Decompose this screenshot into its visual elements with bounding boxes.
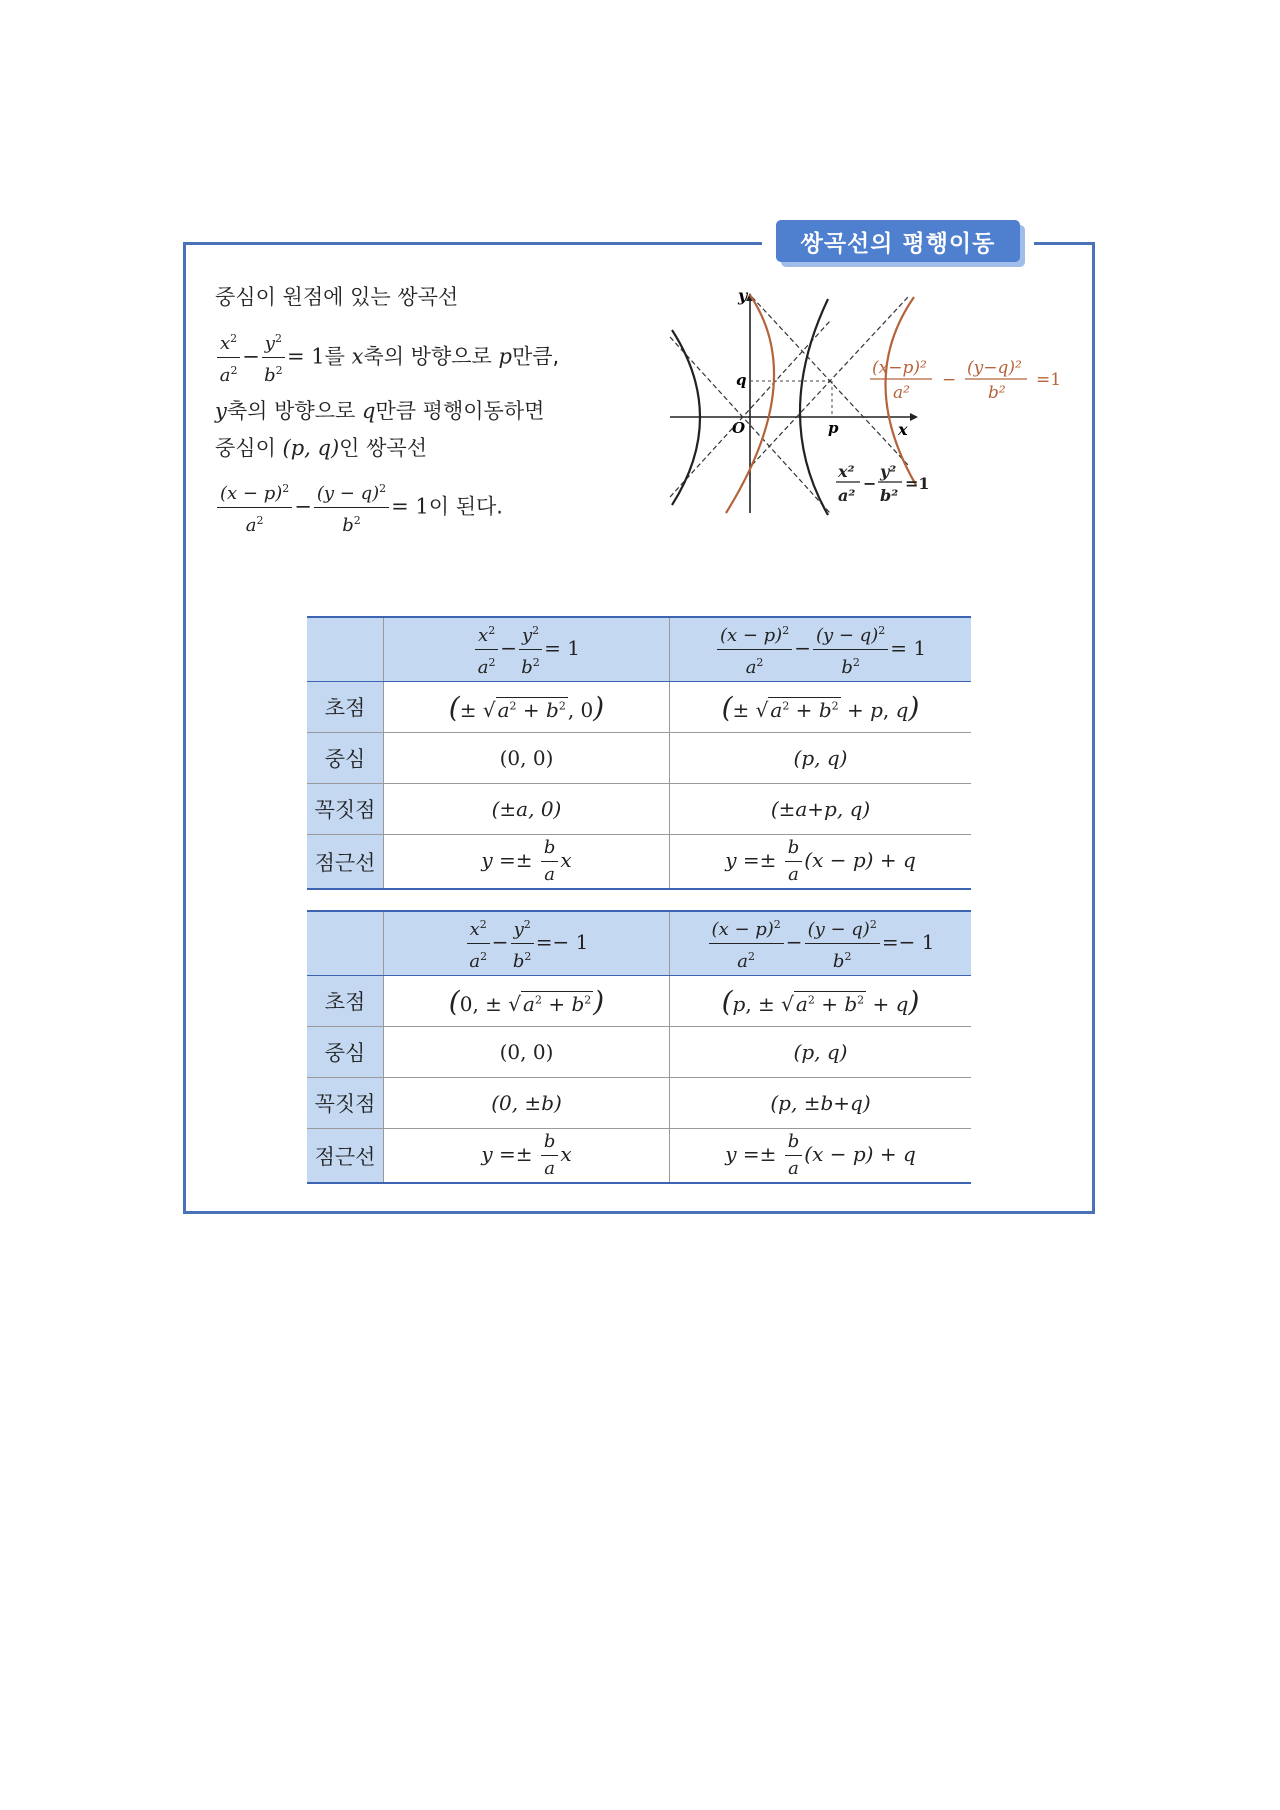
- svg-text:(y−q)²: (y−q)²: [967, 358, 1022, 378]
- header-shifted-equation: $\frac{(x - p)^2}{a^2}$ − $\frac{(y - q)^2}{b^2}$ = 1: [670, 617, 972, 682]
- vertex-shifted: (p, ±b+q): [670, 1078, 972, 1129]
- row-label: 꼭짓점: [307, 1078, 384, 1129]
- properties-table-vertical: [307, 910, 971, 1184]
- svg-text:=1: =1: [1036, 370, 1062, 390]
- table-header-row: [307, 911, 971, 976]
- svg-text:a²: a²: [893, 383, 910, 403]
- table-row-asymptote: [307, 1129, 971, 1184]
- var-x: x: [351, 344, 364, 369]
- fraction: $\frac{x^2}{a^2}$: [217, 328, 240, 387]
- hyperbola-graph: [660, 285, 1090, 525]
- svg-text:−: −: [863, 474, 877, 493]
- q-label: q: [736, 371, 747, 389]
- table-row-center: [307, 1027, 971, 1078]
- focus-standard: (± √ $a^2 + b^2$ , 0): [384, 682, 670, 733]
- axis-label-y: y: [738, 286, 748, 305]
- x-arrow: [910, 413, 918, 421]
- table-row-asymptote: [307, 835, 971, 890]
- fraction: $\frac{(x - p)^2}{a^2}$: [217, 478, 292, 537]
- text: 를: [324, 344, 345, 369]
- vertex-standard: (±a, 0): [384, 784, 670, 835]
- header-standard-equation: $\frac{x^2}{a^2}$ − $\frac{y^2}{b^2}$ = 1: [384, 617, 670, 682]
- section-title: 쌍곡선의 평행이동: [776, 220, 1020, 262]
- var-q: q: [361, 399, 376, 423]
- intro-line-1: 중심이 원점에 있는 쌍곡선: [215, 285, 459, 309]
- text: 축의 방향으로: [363, 344, 492, 369]
- table-row-vertex: [307, 1078, 971, 1129]
- row-label: 초점: [307, 976, 384, 1027]
- hyperbola-right-branch: [800, 299, 828, 515]
- asymptote-shifted: y =± $\frac{b}{a}$ (x − p) + q: [670, 835, 972, 890]
- intro-line-4: [215, 433, 427, 463]
- asymptote-standard: y =± $\frac{b}{a}$ x: [384, 835, 670, 890]
- vertex-shifted: (±a+p, q): [670, 784, 972, 835]
- text: 중심이: [215, 436, 276, 460]
- text: 이 된다.: [428, 494, 503, 519]
- svg-text:x²: x²: [838, 462, 855, 481]
- svg-text:(x−p)²: (x−p)²: [872, 358, 927, 378]
- center-shifted: (p, q): [670, 1027, 972, 1078]
- row-label: 중심: [307, 1027, 384, 1078]
- focus-standard: (0, ± √ $a^2 + b^2$): [384, 976, 670, 1027]
- original-equation-label: [836, 462, 930, 505]
- axis-label-x: x: [898, 420, 908, 439]
- header-empty-cell: [307, 617, 384, 682]
- var-p: p: [498, 344, 512, 369]
- var-y: y: [215, 399, 227, 423]
- row-label: 초점: [307, 682, 384, 733]
- text: 만큼,: [511, 344, 560, 369]
- row-label: 점근선: [307, 1129, 384, 1184]
- header-shifted-equation: $\frac{(x - p)^2}{a^2}$ − $\frac{(y - q)^2}{b^2}$ =− 1: [670, 911, 972, 976]
- svg-text:=1: =1: [905, 474, 930, 493]
- text: 축의 방향으로: [226, 399, 356, 423]
- asymptote-standard: y =± $\frac{b}{a}$ x: [384, 1129, 670, 1184]
- header-standard-equation: $\frac{x^2}{a^2}$ − $\frac{y^2}{b^2}$ =− 1: [384, 911, 670, 976]
- asymptote-shifted: y =± $\frac{b}{a}$ (x − p) + q: [670, 1129, 972, 1184]
- focus-shifted: (p, ± √ $a^2 + b^2 + q$): [670, 976, 972, 1027]
- table-header-row: [307, 617, 971, 682]
- header-empty-cell: [307, 911, 384, 976]
- text: 인 쌍곡선: [339, 436, 427, 460]
- svg-text:a²: a²: [838, 486, 856, 505]
- row-label: 중심: [307, 733, 384, 784]
- center-shifted: (p, q): [670, 733, 972, 784]
- vertex-standard: (0, ±b): [384, 1078, 670, 1129]
- fraction: $\frac{y^2}{b^2}$: [262, 328, 285, 387]
- svg-text:b²: b²: [988, 383, 1006, 403]
- table-row-focus: [307, 682, 971, 733]
- center-standard: (0, 0): [384, 733, 670, 784]
- properties-table-horizontal: [307, 616, 971, 890]
- center-standard: (0, 0): [384, 1027, 670, 1078]
- p-label: p: [828, 419, 839, 437]
- intro-line-2: $\frac{x^2}{a^2}$ − $\frac{y^2}{b^2}$ = 1를 x축의 방향으로 p만큼,: [215, 328, 559, 387]
- svg-text:−: −: [942, 370, 957, 390]
- table-row-center: [307, 733, 971, 784]
- intro-line-5: $\frac{(x - p)^2}{a^2}$ − $\frac{(y - q)^2}{b^2}$ = 1이 된다.: [215, 478, 503, 537]
- focus-shifted: (± √ $a^2 + b^2 + p$, q): [670, 682, 972, 733]
- text: 만큼 평행이동하면: [375, 399, 545, 423]
- svg-text:y²: y²: [880, 462, 897, 481]
- origin-label: O: [732, 419, 746, 437]
- fraction: $\frac{(y - q)^2}{b^2}$: [314, 478, 389, 537]
- svg-text:b²: b²: [880, 486, 899, 505]
- row-label: 점근선: [307, 835, 384, 890]
- table-row-focus: [307, 976, 971, 1027]
- shifted-equation-label: [870, 358, 1061, 403]
- table-row-vertex: [307, 784, 971, 835]
- intro-line-3: [215, 396, 544, 426]
- row-label: 꼭짓점: [307, 784, 384, 835]
- center-point: (p, q): [282, 436, 340, 460]
